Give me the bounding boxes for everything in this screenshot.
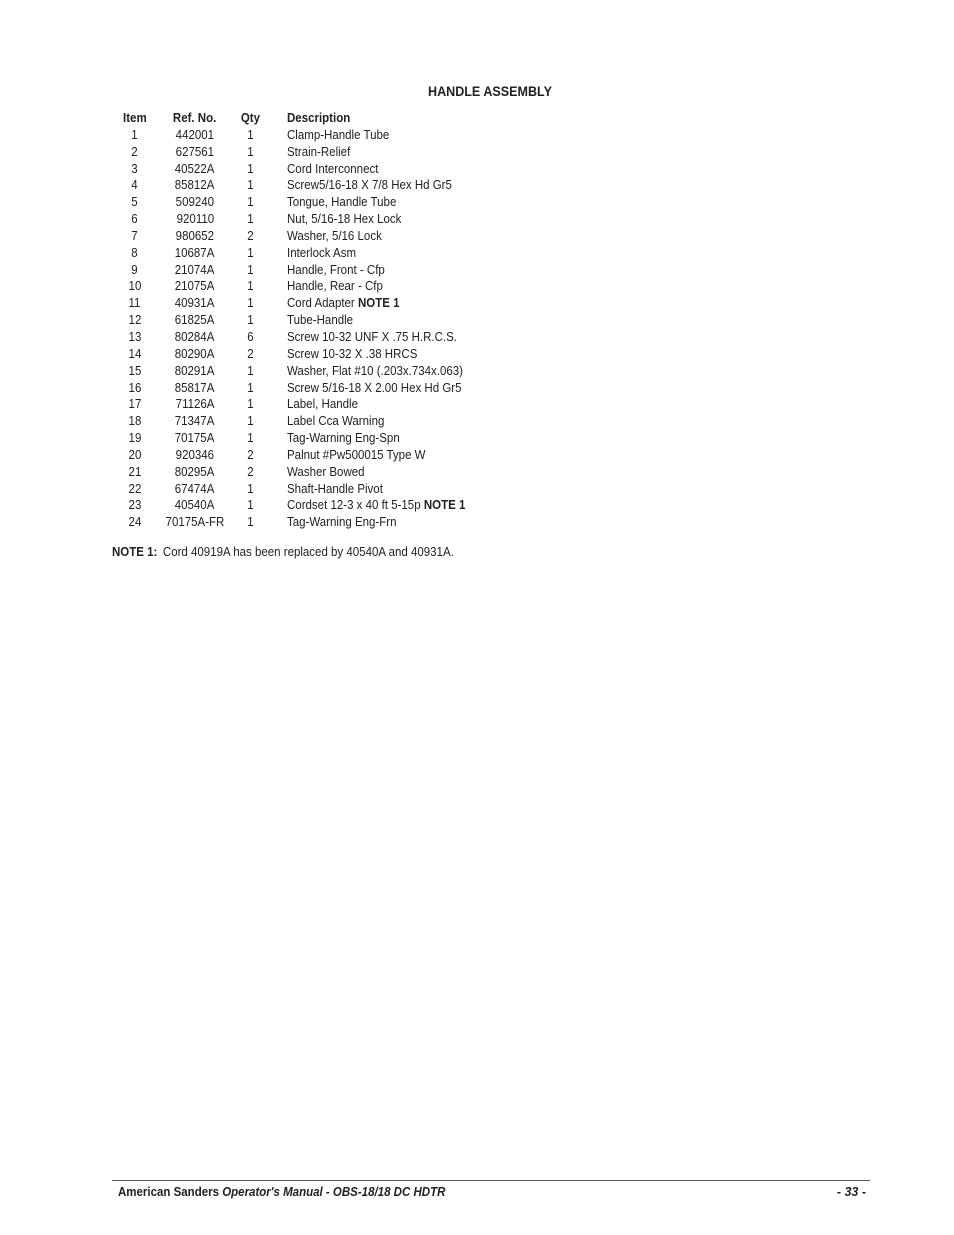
cell-ref-no	[157, 464, 233, 481]
cell-item-text: 16	[128, 380, 141, 395]
cell-ref-no	[157, 228, 233, 245]
cell-description-wrap	[287, 497, 465, 514]
cell-ref-no	[157, 144, 233, 161]
cell-item-text: 8	[131, 245, 138, 260]
cell-item-text: 9	[131, 262, 138, 277]
cell-item-text: 17	[128, 397, 141, 412]
table-header-row	[112, 110, 481, 127]
cell-description	[268, 329, 481, 346]
cell-qty-text: 2	[247, 228, 254, 243]
cell-ref-no	[157, 312, 233, 329]
cell-ref-no-text: 71126A	[175, 397, 215, 412]
cell-description	[268, 380, 481, 397]
cell-qty	[233, 430, 268, 447]
cell-description	[268, 278, 481, 295]
footer-title	[118, 1185, 445, 1199]
cell-qty-text: 1	[247, 279, 254, 294]
cell-description-text: Tube-Handle	[287, 313, 354, 328]
cell-description	[268, 430, 481, 447]
cell-qty-text: 2	[247, 346, 254, 361]
cell-qty	[233, 278, 268, 295]
cell-item	[112, 177, 157, 194]
cell-item-text: 22	[128, 481, 141, 496]
cell-item-text: 23	[128, 498, 141, 513]
table-row	[112, 413, 481, 430]
column-header-item	[112, 110, 157, 127]
cell-ref-no-text: 85812A	[175, 178, 215, 193]
cell-ref-no	[157, 380, 233, 397]
table-row	[112, 447, 481, 464]
cell-item-text: 4	[131, 178, 138, 193]
table-row	[112, 346, 481, 363]
cell-qty	[233, 464, 268, 481]
cell-ref-no-text: 509240	[175, 195, 215, 210]
cell-ref-no-text: 920346	[175, 447, 215, 462]
cell-description	[268, 262, 481, 279]
cell-qty	[233, 497, 268, 514]
cell-qty-text: 1	[247, 363, 254, 378]
cell-qty-text: 2	[247, 464, 254, 479]
cell-qty-text: 1	[247, 431, 254, 446]
cell-description-text: Handle, Front - Cfp	[287, 262, 385, 277]
cell-description	[268, 161, 481, 178]
cell-qty	[233, 144, 268, 161]
cell-item	[112, 481, 157, 498]
cell-ref-no-text: 442001	[175, 127, 215, 142]
cell-item	[112, 497, 157, 514]
cell-ref-no-text: 21074A	[175, 262, 215, 277]
cell-item	[112, 396, 157, 413]
cell-item-text: 21	[128, 464, 141, 479]
cell-qty	[233, 127, 268, 144]
cell-item-text: 6	[131, 212, 138, 227]
cell-qty-text: 1	[247, 245, 254, 260]
cell-description	[268, 312, 481, 329]
cell-ref-no	[157, 346, 233, 363]
footnote-text: Cord 40919A has been replaced by 40540A and 40931A.	[162, 545, 454, 559]
cell-ref-no	[157, 161, 233, 178]
footer-company: American Sanders	[118, 1185, 219, 1199]
cell-item	[112, 447, 157, 464]
cell-qty-text: 6	[247, 329, 254, 344]
cell-ref-no-text: 40931A	[175, 296, 215, 311]
table-row	[112, 194, 481, 211]
cell-qty-text: 1	[247, 296, 254, 311]
cell-item-text: 12	[128, 313, 141, 328]
cell-qty	[233, 194, 268, 211]
cell-item-text: 11	[128, 296, 141, 311]
cell-item-text: 24	[128, 515, 141, 530]
cell-description-text: Washer, Flat #10 (.203x.734x.063)	[287, 363, 464, 378]
cell-description	[268, 497, 481, 514]
cell-description	[268, 245, 481, 262]
cell-item-text: 14	[128, 346, 141, 361]
cell-ref-no-text: 40522A	[175, 161, 215, 176]
cell-ref-no	[157, 447, 233, 464]
footer-manual: Operator's Manual - OBS-18/18 DC HDTR	[222, 1185, 446, 1199]
cell-qty-text: 1	[247, 212, 254, 227]
cell-ref-no	[157, 245, 233, 262]
table-row	[112, 127, 481, 144]
cell-ref-no	[157, 127, 233, 144]
cell-ref-no	[157, 396, 233, 413]
table-row	[112, 211, 481, 228]
column-header-qty-label: Qty	[240, 111, 261, 125]
table-row	[112, 380, 481, 397]
cell-description	[268, 228, 481, 245]
cell-description	[268, 177, 481, 194]
table-row	[112, 396, 481, 413]
table-row	[112, 245, 481, 262]
cell-description-text: Palnut #Pw500015 Type W	[287, 447, 426, 462]
cell-description-text: Washer Bowed	[287, 464, 365, 479]
cell-description-text: Washer, 5/16 Lock	[287, 228, 382, 243]
cell-qty	[233, 396, 268, 413]
cell-qty-text: 1	[247, 481, 254, 496]
table-row	[112, 514, 481, 531]
table-row	[112, 177, 481, 194]
cell-ref-no	[157, 194, 233, 211]
column-header-description-label: Description	[287, 111, 351, 125]
cell-ref-no-text: 80284A	[175, 329, 215, 344]
column-header-ref-no	[157, 110, 233, 127]
cell-qty	[233, 329, 268, 346]
cell-item	[112, 413, 157, 430]
cell-ref-no-text: 21075A	[175, 279, 215, 294]
cell-description-text: Tag-Warning Eng-Frn	[287, 515, 397, 530]
cell-qty-text: 1	[247, 380, 254, 395]
cell-description	[268, 211, 481, 228]
cell-qty	[233, 447, 268, 464]
footnote-label: NOTE 1:	[112, 545, 158, 559]
cell-qty	[233, 262, 268, 279]
footnote	[112, 545, 454, 559]
cell-qty	[233, 245, 268, 262]
cell-qty	[233, 161, 268, 178]
cell-qty-text: 1	[247, 397, 254, 412]
cell-item	[112, 380, 157, 397]
cell-qty-text: 1	[247, 161, 254, 176]
column-header-item-label: Item	[122, 111, 147, 125]
cell-item	[112, 430, 157, 447]
cell-qty	[233, 413, 268, 430]
cell-item	[112, 363, 157, 380]
cell-description-text: Handle, Rear - Cfp	[287, 279, 383, 294]
cell-ref-no	[157, 430, 233, 447]
table-row	[112, 430, 481, 447]
table-row	[112, 161, 481, 178]
cell-description-text: Cord Interconnect	[287, 161, 379, 176]
cell-item-text: 19	[128, 431, 141, 446]
table-row	[112, 497, 481, 514]
cell-description-text: Label, Handle	[287, 397, 358, 412]
table-row	[112, 312, 481, 329]
cell-description	[268, 127, 481, 144]
cell-ref-no-text: 920110	[176, 212, 214, 227]
cell-item	[112, 312, 157, 329]
cell-description	[268, 363, 481, 380]
cell-item	[112, 194, 157, 211]
cell-description-text: Screw 10-32 X .38 HRCS	[287, 346, 418, 361]
cell-ref-no	[157, 497, 233, 514]
cell-qty-text: 1	[247, 144, 254, 159]
cell-ref-no	[157, 481, 233, 498]
cell-ref-no-text: 10687A	[175, 245, 215, 260]
cell-ref-no	[157, 329, 233, 346]
cell-description	[268, 481, 481, 498]
cell-item-text: 7	[131, 228, 138, 243]
cell-ref-no-text: 80295A	[175, 464, 215, 479]
note-reference: NOTE 1	[423, 498, 466, 513]
cell-item	[112, 262, 157, 279]
cell-item	[112, 329, 157, 346]
cell-ref-no-text: 40540A	[175, 498, 215, 513]
cell-item	[112, 464, 157, 481]
cell-qty-text: 2	[247, 447, 254, 462]
cell-description	[268, 295, 481, 312]
cell-description-wrap	[287, 295, 400, 312]
cell-description-text: Screw5/16-18 X 7/8 Hex Hd Gr5	[287, 178, 452, 193]
cell-item-text: 1	[131, 127, 138, 142]
cell-ref-no-text: 85817A	[175, 380, 215, 395]
cell-description	[268, 514, 481, 531]
cell-ref-no	[157, 363, 233, 380]
column-header-qty	[233, 110, 268, 127]
cell-item	[112, 346, 157, 363]
cell-description-text: Nut, 5/16-18 Hex Lock	[287, 212, 402, 227]
cell-item-text: 3	[131, 161, 138, 176]
cell-item-text: 15	[128, 363, 141, 378]
cell-description	[268, 144, 481, 161]
cell-description	[268, 346, 481, 363]
table-row	[112, 278, 481, 295]
cell-qty-text: 1	[247, 195, 254, 210]
note-reference: NOTE 1	[357, 296, 400, 311]
cell-qty	[233, 177, 268, 194]
cell-ref-no	[157, 262, 233, 279]
footer-divider	[112, 1180, 870, 1181]
cell-qty	[233, 481, 268, 498]
cell-item-text: 5	[131, 195, 138, 210]
cell-qty-text: 1	[247, 262, 254, 277]
table-row	[112, 464, 481, 481]
cell-ref-no-text: 80291A	[175, 363, 215, 378]
cell-qty	[233, 312, 268, 329]
table-row	[112, 228, 481, 245]
cell-item-text: 10	[128, 279, 141, 294]
cell-item	[112, 144, 157, 161]
cell-description-text: Screw 5/16-18 X 2.00 Hex Hd Gr5	[287, 380, 462, 395]
cell-qty-text: 1	[247, 313, 254, 328]
cell-item	[112, 228, 157, 245]
page-number: - 33 -	[836, 1185, 866, 1199]
page-title: HANDLE ASSEMBLY	[428, 84, 552, 99]
cell-qty	[233, 228, 268, 245]
parts-table-body	[112, 127, 481, 531]
cell-description	[268, 194, 481, 211]
cell-qty	[233, 211, 268, 228]
cell-ref-no-text: 61825A	[175, 313, 215, 328]
cell-qty-text: 1	[247, 515, 254, 530]
table-row	[112, 329, 481, 346]
cell-ref-no-text: 80290A	[175, 346, 215, 361]
cell-ref-no-text: 70175A	[175, 431, 215, 446]
cell-item	[112, 514, 157, 531]
column-header-ref-no-label: Ref. No.	[173, 111, 217, 125]
cell-qty-text: 1	[247, 178, 254, 193]
cell-description-text: Screw 10-32 UNF X .75 H.R.C.S.	[287, 329, 457, 344]
cell-description	[268, 464, 481, 481]
cell-description-text: Interlock Asm	[287, 245, 357, 260]
cell-item-text: 13	[128, 329, 141, 344]
cell-qty	[233, 346, 268, 363]
cell-description	[268, 413, 481, 430]
column-header-description	[268, 110, 481, 127]
cell-ref-no	[157, 514, 233, 531]
table-row	[112, 262, 481, 279]
cell-qty-text: 1	[247, 127, 254, 142]
cell-item-text: 2	[131, 144, 138, 159]
cell-qty	[233, 380, 268, 397]
cell-description-text: Strain-Relief	[287, 144, 351, 159]
cell-description-text: Clamp-Handle Tube	[287, 127, 390, 142]
cell-qty-text: 1	[247, 414, 254, 429]
cell-ref-no	[157, 211, 233, 228]
cell-ref-no-text: 980652	[175, 228, 215, 243]
table-row	[112, 363, 481, 380]
cell-qty	[233, 295, 268, 312]
cell-description-text: Cord Adapter	[287, 296, 355, 311]
cell-item	[112, 278, 157, 295]
cell-item-text: 18	[128, 414, 141, 429]
cell-ref-no	[157, 278, 233, 295]
cell-description-text: Tag-Warning Eng-Spn	[287, 431, 400, 446]
cell-item	[112, 161, 157, 178]
cell-ref-no-text: 67474A	[175, 481, 215, 496]
cell-description-text: Cordset 12-3 x 40 ft 5-15p	[287, 498, 421, 513]
cell-item	[112, 295, 157, 312]
cell-ref-no-text: 71347A	[175, 414, 215, 429]
cell-item-text: 20	[128, 447, 141, 462]
cell-qty	[233, 363, 268, 380]
cell-ref-no	[157, 177, 233, 194]
cell-description	[268, 396, 481, 413]
cell-ref-no-text: 627561	[175, 144, 215, 159]
cell-qty	[233, 514, 268, 531]
cell-description-text: Tongue, Handle Tube	[287, 195, 397, 210]
table-row	[112, 295, 481, 312]
cell-description-text: Shaft-Handle Pivot	[287, 481, 383, 496]
cell-description-text: Label Cca Warning	[287, 414, 385, 429]
cell-ref-no	[157, 295, 233, 312]
cell-ref-no-text: 70175A-FR	[165, 515, 225, 530]
cell-qty-text: 1	[247, 498, 254, 513]
parts-table	[112, 110, 481, 531]
table-row	[112, 481, 481, 498]
cell-item	[112, 211, 157, 228]
cell-ref-no	[157, 413, 233, 430]
cell-item	[112, 127, 157, 144]
cell-item	[112, 245, 157, 262]
table-row	[112, 144, 481, 161]
cell-description	[268, 447, 481, 464]
